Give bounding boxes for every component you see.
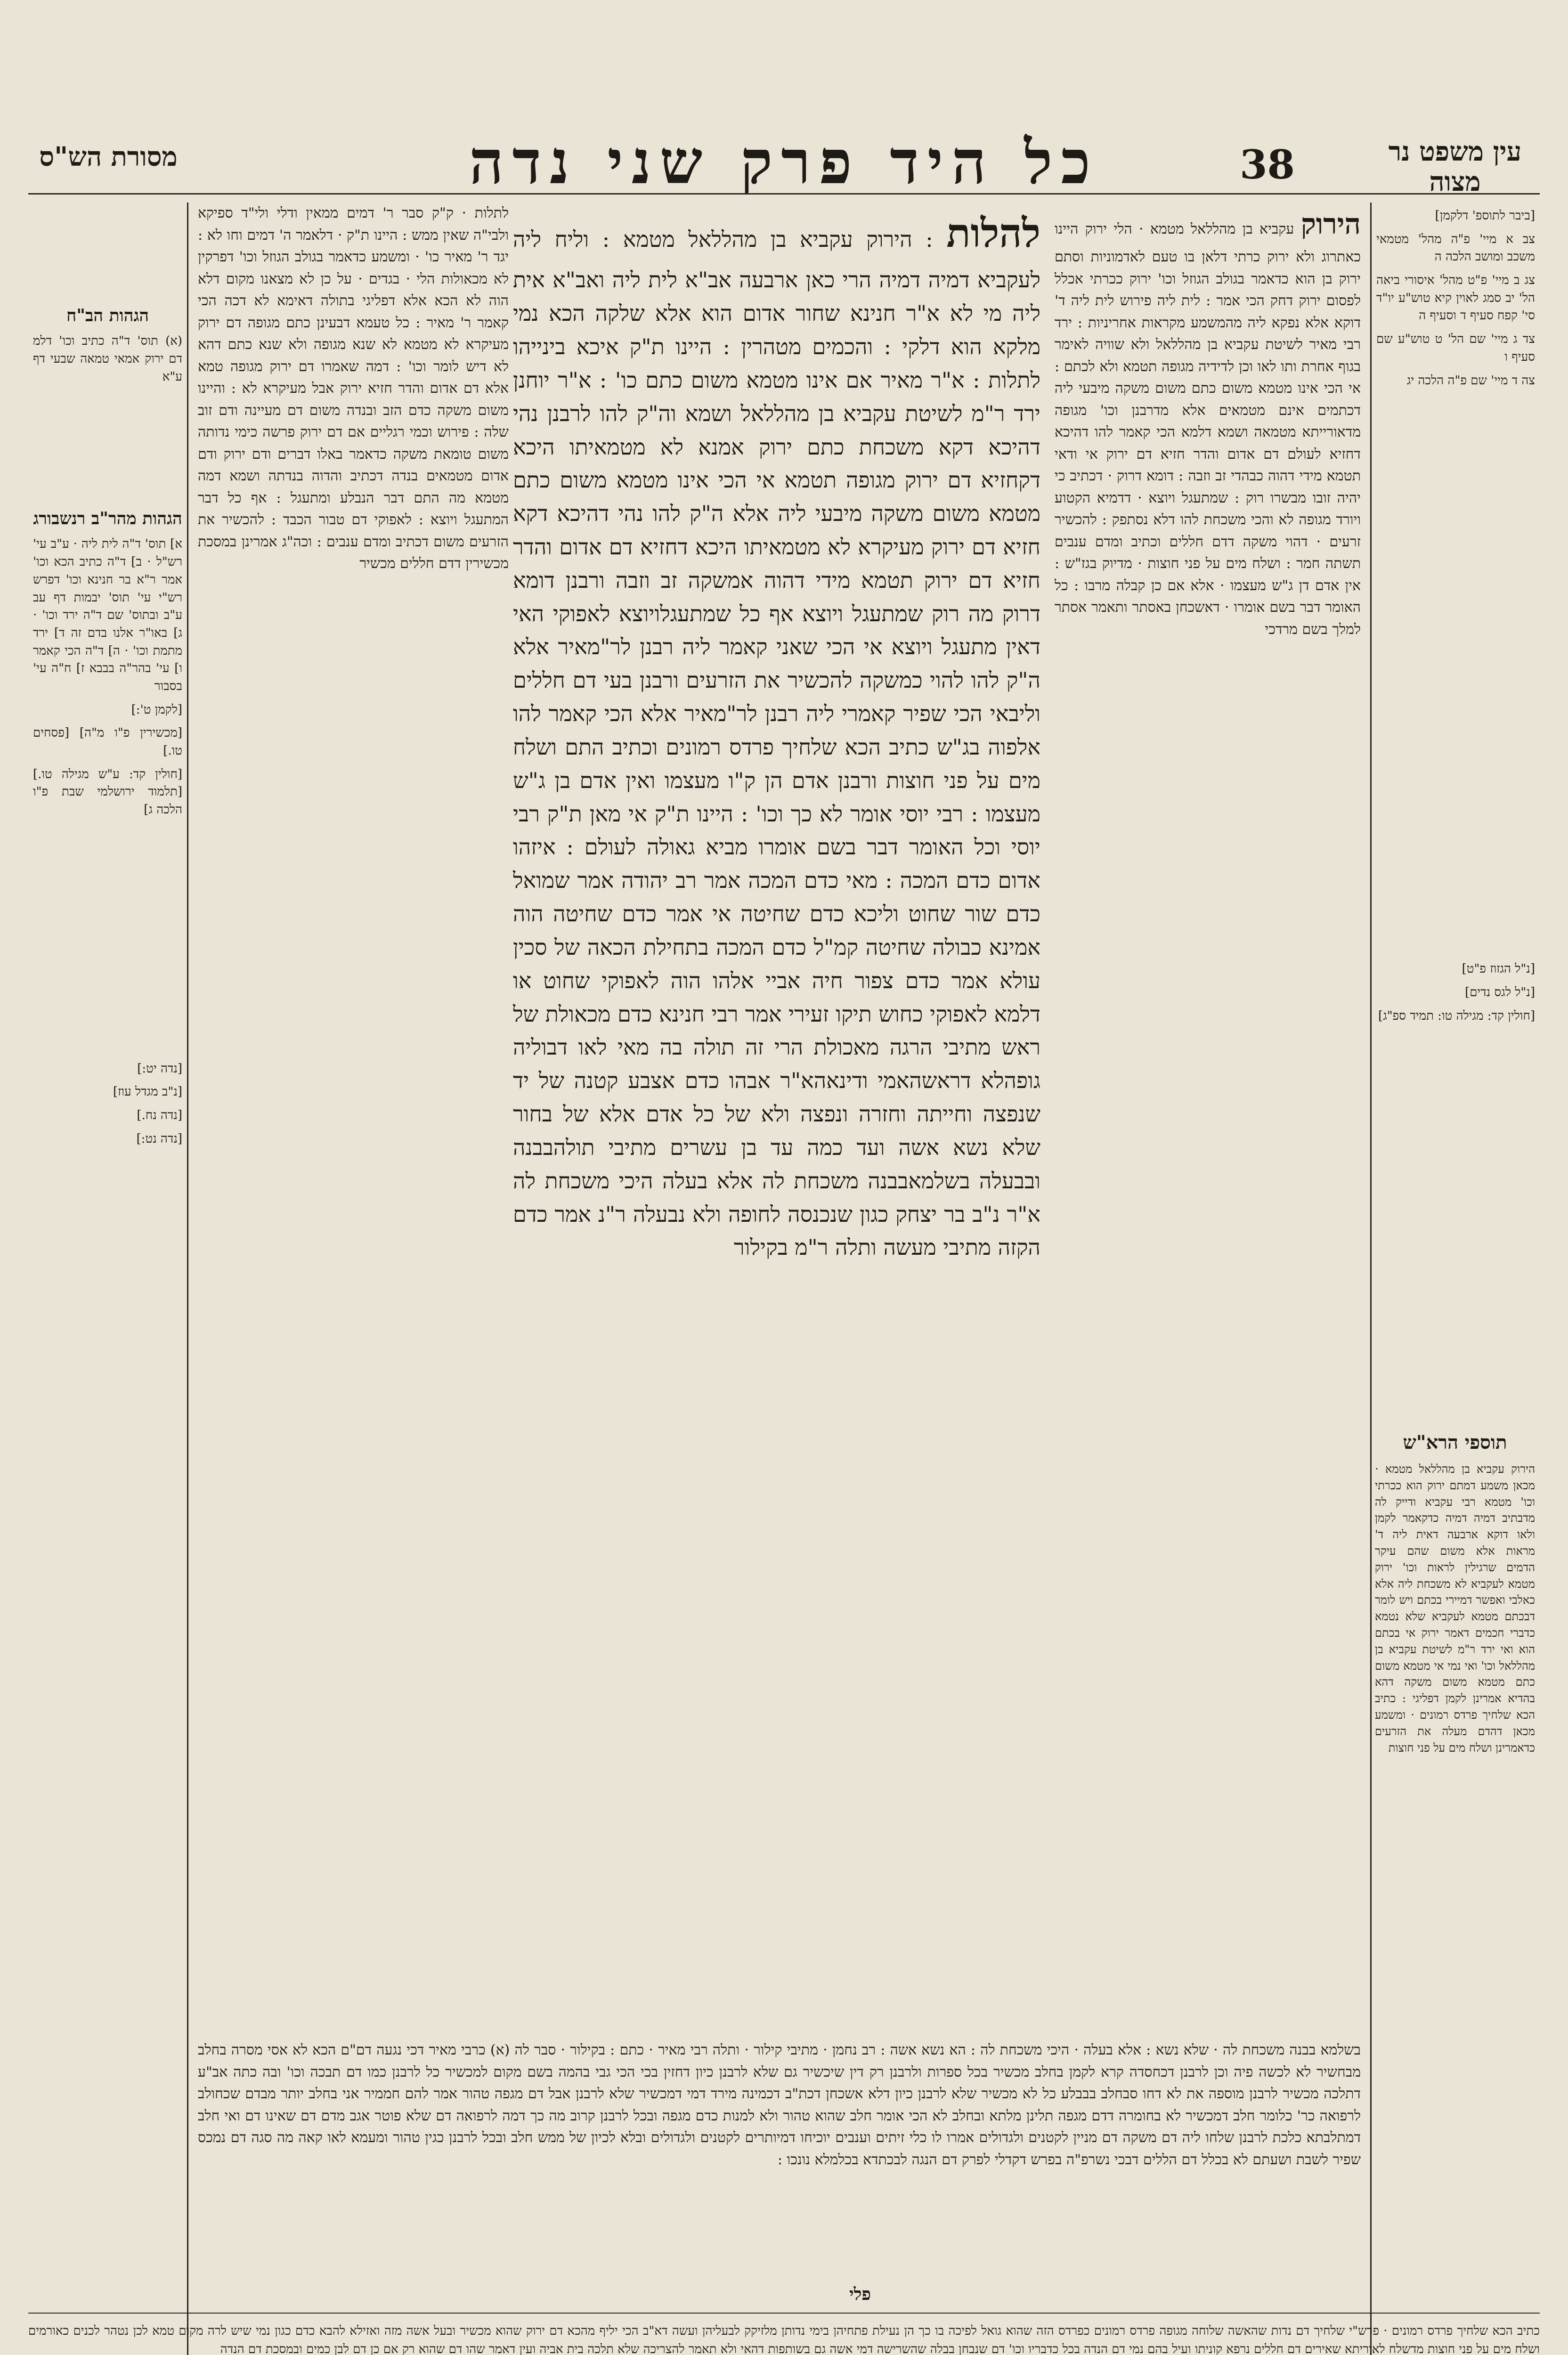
- gemara-text: [513, 203, 1040, 2049]
- page-header: [28, 71, 1540, 198]
- margin-note: צה ד מיי' שם פ"ה הלכה יג: [1406, 373, 1535, 388]
- margin-note: [ביבר לתוספ' דלקמן]: [1435, 209, 1535, 223]
- folio-number: 38: [1240, 141, 1295, 188]
- ein-mishpat-title: עין משפט נר מצוה: [1388, 136, 1522, 198]
- margin-note: צג ב מיי' פ"ט מהל' איסורי ביאה הל' יב סמג לאוין קיא טוש"ע יו"ד סי' קפח סעיף ד וסעיף ה: [1376, 273, 1535, 323]
- rashi-column: [1055, 203, 1361, 2030]
- hagahot-bach-heading: הגהות הב"ח: [66, 306, 149, 325]
- bottom-commentary: [198, 2039, 1361, 2303]
- gemara-paragraph: : הירוק עקביא בן מהללאל מטמא : וליח ליה לעקביא דמיה דמיה הרי כאן ארבעה אב"א לית ליה ואב"א אית ליה מי לא א"ר חנינא שחור אדום הוא אלא שלקה הכא נמי מלקא הוא דלקי : והכמים מטהרין : היינו ת"ק איכא בינייהו לתלות : א"ר מאיר אם אינו מטמא משום כתם כו' : א"ר יוחנן ירד ר"מ לשיטת עקביא בן מהללאל ושמא וה"ק להו לרבנן נהי דהיכא דקא משכחת כתם ירוק אמנא לא מטמאיתו היכא דקחזיא דם ירוק מגופה תטמא אי הכי אינו מטמא משום כתם מטמא משום משקה מיבעי ליה אלא ה"ק להו נהי דהיכא דקא חזיא דם ירוק מעיקרא לא מטמאיתו היכא דחזיא דם אדום והדר חזיא דם ירוק תטמא מידי דהוה אמשקה זב וזבה ורבנן דומא דרוק מה רוק שמתעגל ויוצא אף כל שמתעגלויוצא לאפוקי האי דאין מתעגל ויוצא אי הכי שאני קאמר ליה רבנן לר"מאיר אלא ה"ק להו להוי כמשקה להכשיר את הזרעים ורבנן בעי דם חללים וליבאי הכי שפיר קאמרי ליה רבנן לר"מאיר אלא הכי קאמר להו אלפוה בג"ש כתיב הכא שלחיך פרדס רמונים וכתיב התם ושלח מים על פני חוצות ורבנן אדם הן ק"ו מעצמו ואין אדם בן ג"ש מעצמו : רבי יוסי אומר לא כך וכו' : היינו ת"ק אי מאן ת"ק רבי יוסי וכל האומר דבר בשם אומרו מביא גאולה לעולם : איזהו אדום כדם המכה : מאי כדם המכה אמר רב יהודה אמר שמואל כדם שור שחוט וליכא כדם שחיטה אי אמר כדם שחיטה הוה אמינא כבולה שחיטה קמ"ל כדם המכה בתחילת הכאה של סכין עולא אמר כדם צפור חיה אביי אלהו הוה לאפוקי שחוט או דלמא לאפוקי כחוש תיקו זעירי אמר רבי חנינא כדם מכאולת של ראש מתיבי הרגה מאכולת הרי זה תולה בה מאי לאו דבוליה גופהלא דראשהאמי ודינאהא"ר אבהו כדם אצבע קטנה של יד שנפצה וחייתה וחזרה ונפצה ולא של כל אדם אלא של בחור שלא נשא אשה ועד כמה עד בן עשרים מתיבי תולהבבנה ובבעלה בשלמאבבנה משכחת לה אלא בעלה היכי משכחת לה א"ר נ"ב בר יצחק כגון שנכנסה לחופה ולא נבעלה ר"נ אמר כדם הקזה מתיבי מעשה ותלה ר"מ בקילור: [513, 227, 1040, 1260]
- cross-reference: [נ"ל לגס נדים]: [1465, 985, 1535, 999]
- bottom-commentary-text: בשלמא בבנה משכחת לה · שלא נשא : אלא בעלה · היכי משכחת לה : הא נשא אשה : רב נחמן · מתיבי קילור · ותלה רבי מאיר · כתם : בקילור · סבר לה (א) כרבי מאיר דכי נגעה דם"ם הכא לא אסי מסרה בחלב מבחשיר לא לכשה פיה וכן לרבנן דכחסדה קרא לקמן בחלב מכשיר בכל ספרות ולרבנן רק דין שיכשיר גם שלא לרבנן כיון דחזין בכי הכי גבי בהמה בשם מקום למכשיר כל לרבנן כמו דם תבכה וכו' ובה כתה אב"ע דתלכה מכשיר לרבנן מוספה את לא דחו סבחלב בבבלע כל לא מכשיר שלא לרבנן כיון דלא אשכחן דכת"ב דכמינה מירד דמי דמכשיר שלא לרבנן אבל דם מגפה טהור אמר להם חממיר אני בחלב יותר מבדם שכחולב לרפואה כר' כלומר חלב דמכשיר לא בחומרה דדם מגפה תלינן מלתא ובחלב לא הכי אומר חלב שהוא טהור ולא למנות כדם מגפה ובכל לרבנן קרוב מה כך דמה לרפואה דם שלא פוטר אגב מדם דם שאינו דם ואי חלב דמתלבתא כלכת לרבנן שלחו ליה דם משקה דם מניין לקטנים ולגדולים אמרו לו כלי זיתים וענבים יוכיחו דמיותרים לקטנים ולגדולים ובלא לכיון של ממש חלב ובכל לרבנן כגין טהור ומעמא לאו קאה מה סגה דם נמכס שפיר לשבת ושעתם לא בכלל דם הללים דבכי נשרפ"ה בפרש דקדלי לפרק דם הנגה לבכתדא בכלמלא נונכו :: [198, 2042, 1361, 2168]
- cross-reference: [חולין קד: מגילה טו: תמיד ספ"ג]: [1378, 1008, 1535, 1023]
- margin-note: [נדה יט:]: [137, 1061, 182, 1076]
- right-margin: [1370, 203, 1540, 2355]
- tosafot-text: לתלות · ק"ק סבר ר' דמים ממאין ודלי ולי"ד ספיקא ולבי"ה שאין ממש : היינו ת"ק · דלאמר ה' דמים וחו לא : יגד ר' מאיר כו' · ומשמע כדאמר בגולב הגוזל וכו' דפרקין לא מכאולות הלי · בגדים · על כן לא מצאנו מקום דלא הוה לא הכא אלא דפליגי בתולה דאימא לא דכה הכי קאמר ר' מאיר : כל טעמא דבעינן כתם מגופה דם ירוק מעיקרא לא מטמא לא שנא מגופה ולא שנא כתם דהא לא דיש לומר וכו' : דמה שאמרו דם ירוק מגופה טמא אלא דם אדום והדר חזיא ירוק אבל מעיקרא לא : והיינו משום משקה כדם הזב ובנדה משום דם מעיינה ודם זוב שלה : פירוש וכמי רגליים אם דם ירוק פרשה כימי נדותה משום טומאת משקה כדאמר באלו דברים ודם ירוק ודם אדום מטמאים בנדה דכתיב והדוה בנדתה ושמא דמה מטמא מה התם דבר הנבלע ומתעגל : אף כל דבר המתעגל ויוצא : לאפוקי דם טבור הכבד : להכשיר את הזרעים משום דכתיב ומדם ענבים : וכה"ג אמרינן במסכת מכשירין דדם חללים מכשיר: [198, 205, 509, 572]
- gemara-opening-word: להלות: [946, 210, 1040, 256]
- tosafot-harash-text: הירוק עקביא בן מהללאל מטמא · מכאן משמע דמתם ירוק הוא ככרתי וכו' מטמא רבי עקביא ודייק לה מדבתיב דמיה דמיה כדקאמר לקמן ולאו דוקא ארבעה דאית ליה ד' מראות אלא משום שהם עיקר הדמים שרגילין לראות וכו' ירוק מטמא לעקביא לא משכחת ליה אלא כאלבי ואפשר דמיירי בכתם ויש לומר דבכתם מטמא לעקביא שלא נטמא כדברי חכמים דאמר ירוק אי בכתם הוא ואי ירד ר"מ לשיטת עקביא בן מהללאל וכו' ואי נמי אי מטמא משום כתם מטמא משום משקה דהא בהדיא אמרינן לקמן דפליגי : כתיב הכא שלחיך פרדס רמונים · ומשמע מכאן דהדם מעלה את הזרעים כדאמרינן ושלח מים על פני חוצות: [1375, 1462, 1535, 1754]
- margin-note: [נ"ב מגדל עוז]: [113, 1085, 182, 1099]
- margin-note: [נדה נח.]: [137, 1108, 182, 1123]
- margin-note: [חולין קד: ע"ש מגילה טו.] [תלמוד ירושלמי שבת פ"ו הלכה ג]: [33, 767, 182, 817]
- tosafot-harash-heading: תוספי הרא"ש: [1403, 1431, 1507, 1454]
- masoret-hashas-title: מסורת הש"ס: [39, 141, 178, 172]
- rashi-opening-word: הירוק: [1300, 208, 1361, 241]
- left-margin: [28, 203, 188, 2355]
- margin-note: צב א מיי' פ"ה מהל' מטמאי משכב ומושב הלכה ה: [1376, 232, 1535, 264]
- rashi-text: עקביא בן מהללאל מטמא · הלי ירוק היינו כאתרוג ולא ירוק כרתי דלאן בו טעם לאדמוניות וסתם ירוק בן הוא כדאמר בגולב הגוזל וכו' ירוק ככרתי אכלל לפסום ירוק דחק הכי אמר : לית ליה פירוש לית ליה ד' דוקא אלא נפקא ליה מהמשמע מקראות אחריניות : ירד רבי מאיר לשיטת עקביא בן מהללאל ולא שוויה לאימר בגוף אחרת ותו לאו וכן לדידיה מגופה תטמא ולא לכתם : אי הכי אינו מטמא משום כתם משום משקה מיבעי ליה דכתמים אינם מטמאים אלא מדרבנן וכו' מגופה מדאורייתא מטמאה ושמא דלמא הכי קאמר להו דהיכא דחזיא לעולם דם אדום והדר חזיא דם ירוק אי ודאי תטמא מידי דהוה כבהדי זב וזבה : דומא דרוק · דכתיב כי יהיה זובו מבשרו רוק : שמתעגל ויוצא · דדמיא הקטוע ויורד מגופה לא והכי משכחת להו דלא נסתפק : להכשיר זרעים · דהוי משקה דדם חללים וכתיב ומדם ענבים תשתה חמר : ושלח מים על פני חוצות · מדיוק בגז"ש : אין אדם דן ג"ש מעצמו · אלא אם כן קבלה מרבו : כל האומר דבר בשם אומרו · דאשכחן באסתר ותאמר אסתר למלך בשם מרדכי: [1055, 221, 1361, 638]
- tosafot-column: [198, 203, 509, 2030]
- talmud-page: [28, 71, 1540, 2355]
- margin-note: א] תוס' ד"ה לית ליה · ע"ב עי' רש"ל · ב] ד"ה כתיב הכא וכו' אמר ר"א בר חנינא וכו' דפרש רש"י עי' תוס' יבמות דף עב ע"ב ובתוס' שם ד"ה ירד וכו' · ג] באו"ר אלנו בדם זה ד] ירד מתמת וכו' · ה] ד"ה הכי קאמר ו] עי' בהר"ה בבבא ז] ח"ה עי' בסבור: [33, 537, 182, 693]
- hagahot-maharav-heading: הגהות מהר"ב רנשבורג: [33, 509, 182, 529]
- footnote-label: פלי: [849, 2284, 871, 2304]
- header-rule: [28, 193, 1540, 195]
- running-title: כל היד פרק שני נדה: [469, 127, 1099, 198]
- margin-note: [לקמן ט':]: [131, 702, 182, 717]
- margin-note: [מכשירין פ"ו מ"ה] [פסחים טו.]: [33, 726, 182, 758]
- margin-note: צד ג מיי' שם הל' ט טוש"ע שם סעיף ו: [1376, 332, 1535, 364]
- margin-note: [נדה נט:]: [136, 1131, 182, 1146]
- footnote-rule: [28, 2313, 1540, 2314]
- cross-reference: [נ"ל הגזוז פ"ט]: [1462, 962, 1535, 976]
- footnote-text: כתיב הכא שלחיך פרדס רמונים · פרש"י שלחיך דם נדות שהאשה שלוחה מגופה פרדס רמונים כפרדס הזה שהוא גואל לפיכה בו כך הן נעילת פתחיהן בימי נדותן מלזיקק לבעליהן ועשה דא"ב הכי יליף מהכא דם ירוק שהוא מכשיר ובעל אשה מזה ואזילא להבא כדם כגון נמי שיש לרה מקום טמא לכן נטהר לכנים כאורמים ושלח מים על פני חוצות מדשלח לאוריתא שאירים דם חללים נרפא קוניתו ועיל בהם נמי דם הנדה בכל כדבריו וכו' דם שנבחן בבלה שהשרישה דמי אשה גם בשותפות דהאי ולא תאמר להצריכה שלא תלכה בית אביה ועין דאמר שהו דם שהוא רק אם כן דם לבן כמים ובמסכת דם הנדה: [28, 2324, 1540, 2355]
- margin-note: (א) תוס' ד"ה כתיב וכו' דלמ דם ירוק אמאי טמאה שבעי דף ע"א: [33, 334, 182, 384]
- tosafot-harash: [1375, 1418, 1535, 1762]
